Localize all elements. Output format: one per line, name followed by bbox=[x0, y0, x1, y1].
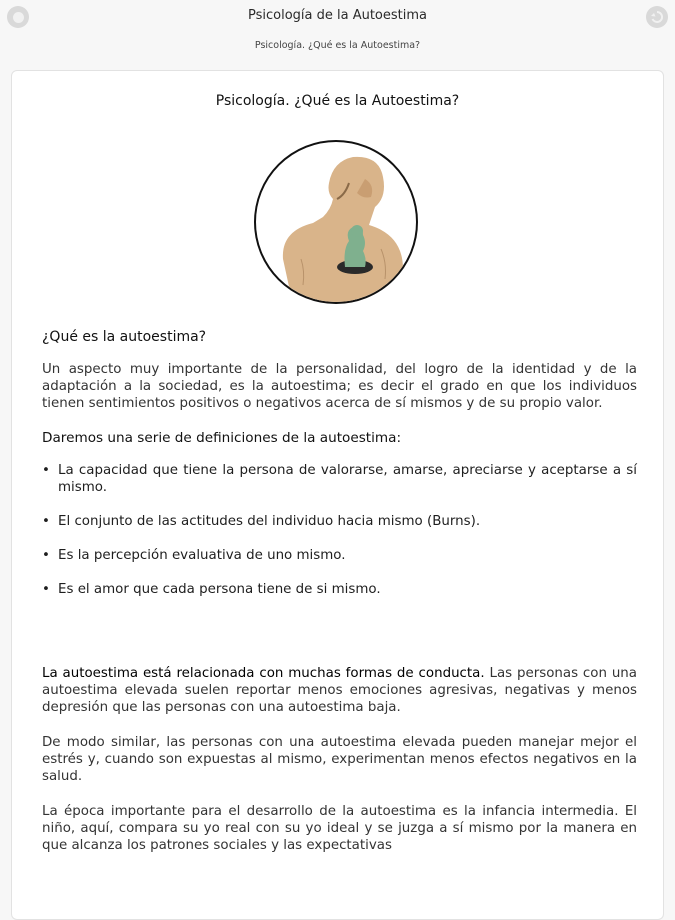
article-card bbox=[11, 70, 664, 920]
app-title: Psicología de la Autoestima bbox=[247, 8, 427, 23]
childhood-paragraph: La época importante para el desarrollo de la autoestima es la infancia intermedia. El niño, aquí, compara su yo real con su yo ideal y se juzga a sí mismo por la manera en que alcanza los patrones sociales y las expectativas bbox=[42, 804, 637, 853]
list-item: • La capacidad que tiene la persona de valorarse, amarse, apreciarse y aceptarse a sí mismo. bbox=[42, 463, 637, 495]
definitions-list bbox=[42, 462, 637, 598]
spacer bbox=[42, 615, 637, 665]
list-item: • Es el amor que cada persona tiene de si mismo. bbox=[42, 582, 381, 597]
stress-paragraph: De modo similar, las personas con una autoestima elevada pueden manejar mejor el estrés y, cuando son expuestas al mismo, experimentan menos efectos negativos en la salud. bbox=[42, 735, 637, 784]
bullet-icon: • bbox=[42, 582, 50, 597]
bullet-icon: • bbox=[42, 463, 50, 478]
back-button[interactable] bbox=[646, 6, 668, 28]
article-title: Psicología. ¿Qué es la Autoestima? bbox=[215, 93, 460, 109]
top-bar bbox=[0, 0, 675, 62]
section-heading: ¿Qué es la autoestima? bbox=[42, 329, 207, 345]
intro-paragraph: Un aspecto muy importante de la personalidad, del logro de la identidad y de la adaptación a la sociedad, es la autoestima; es decir el grado en que los individuos tienen sentimientos positivos o negativos acerca de sí mismos y de su propio valor. bbox=[42, 362, 637, 411]
bullet-icon: • bbox=[42, 548, 50, 563]
definitions-title: Daremos una serie de definiciones de la autoestima: bbox=[42, 430, 402, 446]
self-esteem-illustration bbox=[253, 139, 419, 305]
conduct-paragraph: La autoestima está relacionada con muchas formas de conducta. Las personas con una autoestima elevada suelen reportar menos emociones agresivas, negativas y menos depresión que las personas con una autoestima baja. bbox=[42, 666, 637, 715]
back-arrow-icon bbox=[650, 10, 664, 24]
bullet-icon: • bbox=[42, 514, 50, 529]
article-content bbox=[42, 329, 637, 872]
list-item: • El conjunto de las actitudes del individuo hacia mismo (Burns). bbox=[42, 514, 481, 529]
app-subtitle: Psicología. ¿Qué es la Autoestima? bbox=[254, 40, 421, 51]
list-item: • Es la percepción evaluativa de uno mismo. bbox=[42, 548, 346, 563]
